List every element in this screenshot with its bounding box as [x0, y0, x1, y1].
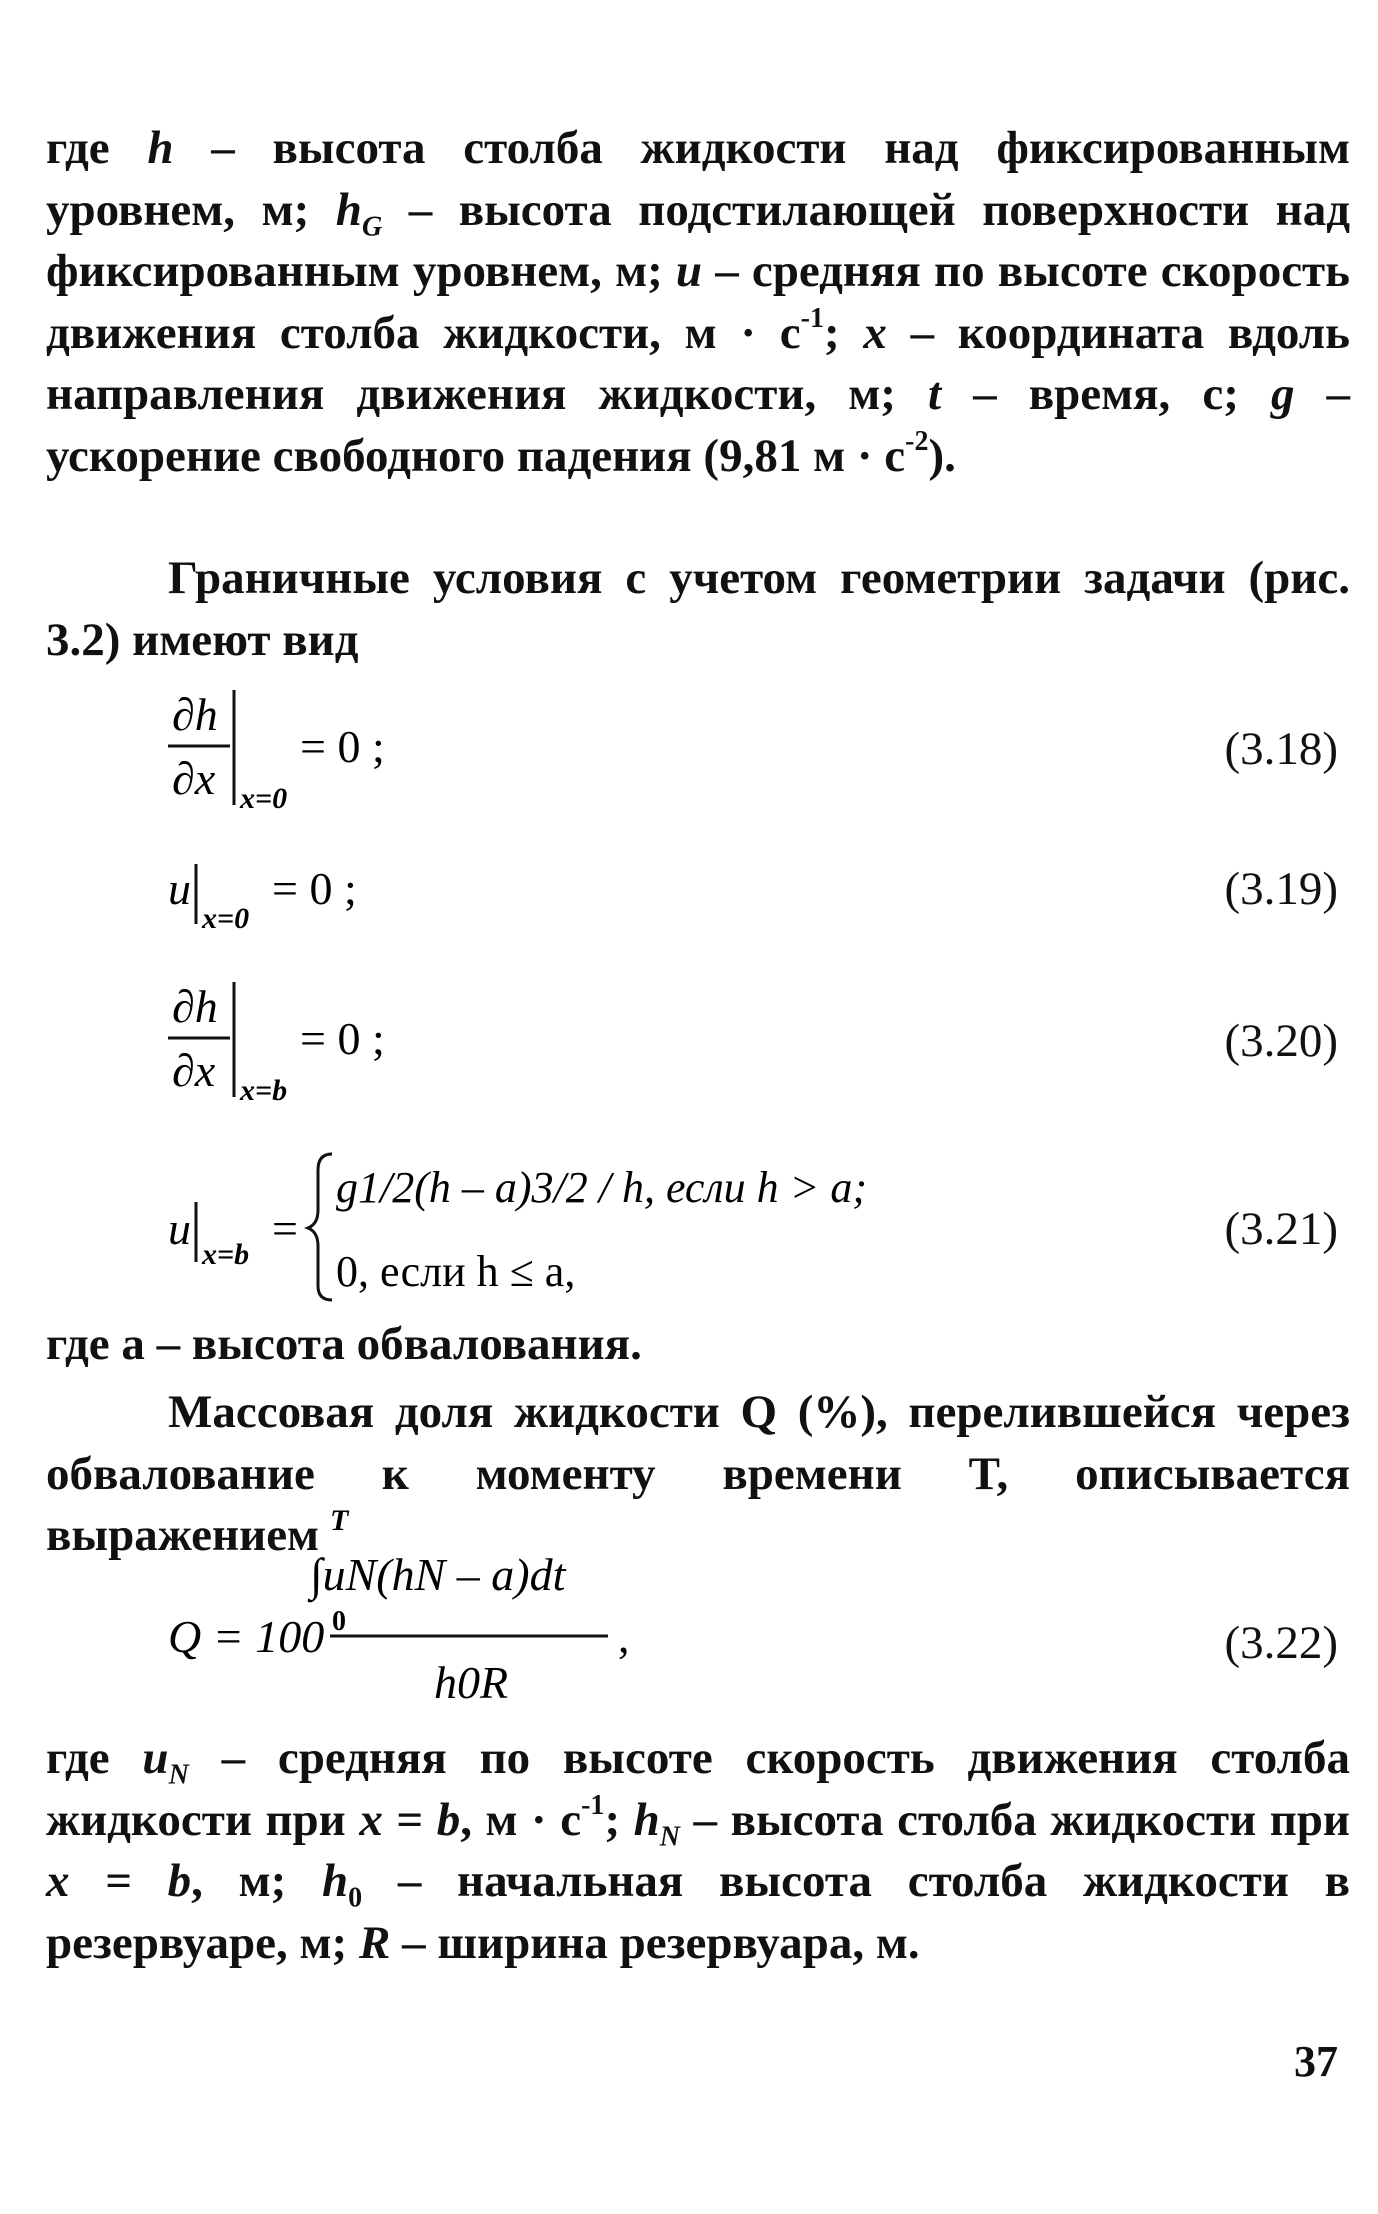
eq322-trail: ,: [618, 1611, 630, 1662]
equation-3-20: [0, 972, 1378, 1112]
eq320-numerator: ∂h: [172, 981, 218, 1032]
eq322-lower: 0: [332, 1606, 346, 1637]
equation-3-22: [0, 1500, 1378, 1720]
eq322-denominator: h0R: [434, 1657, 509, 1708]
eq320-rhs: = 0 ;: [300, 1013, 385, 1064]
eq320-formula: [150, 972, 850, 1112]
eq319-number: (3.19): [1224, 863, 1338, 915]
paragraph-mass-fraction: Массовая доля жидкости Q (%), перелившейся через обвалование к моменту времени T, описывается выражением: [46, 1386, 1350, 1561]
eq319-condition: x=0: [202, 902, 250, 935]
eq321-case1: g1/2(h – a)3/2 / h, если h > a;: [336, 1163, 867, 1212]
eq321-condition: x=b: [202, 1238, 250, 1271]
paragraph-boundary-conditions: Граничные условия с учетом геометрии задачи (рис. 3.2) имеют вид: [46, 552, 1350, 666]
eq322-formula: [150, 1500, 850, 1720]
eq321-case2: 0, если h ≤ a,: [336, 1247, 576, 1296]
eq319-var: u: [168, 863, 191, 914]
eq322-upper: T: [330, 1504, 349, 1537]
eq321-formula: [150, 1140, 1050, 1310]
eq321-var: u: [168, 1203, 191, 1254]
page-number: 37: [1294, 2037, 1338, 2086]
equation-3-19: [0, 852, 1378, 942]
eq320-number: (3.20): [1224, 1015, 1338, 1067]
eq318-formula: [150, 680, 850, 820]
equation-3-18: [0, 680, 1378, 820]
eq320-denominator: ∂x: [172, 1045, 216, 1096]
eq318-number: (3.18): [1224, 723, 1338, 775]
eq318-rhs: = 0 ;: [300, 721, 385, 772]
paragraph-where-un: где $u_N$ – средняя по высоте скорость движения столба жидкости при x = b, $м \cdot с^{-1}$; $h_N$ – высота столба жидкости при x = b, м; $h_0$ – начальная высота столба жидкости в резервуаре, м; R – ширина резервуара, м.: [46, 1732, 1350, 1969]
eq319-rhs: = 0 ;: [272, 863, 357, 914]
eq321-eqsign: =: [272, 1203, 298, 1254]
eq318-numerator: ∂h: [172, 689, 218, 740]
paragraph-variables: где h – высота столба жидкости над фиксированным уровнем, м; $h_G$ – высота подстилающей поверхности над фиксированным уровнем, м; u – средняя по высоте скорость движения столба жидкости, $м \cdot с^{-1}$; x – координата вдоль направления движения жидкости, м; t – время, с; g – ускорение свободного падения (9,81 $м \cdot с^{-2}$).: [46, 122, 1351, 482]
eq318-denominator: ∂x: [172, 753, 216, 804]
equation-3-21: [0, 1140, 1378, 1310]
eq319-formula: [150, 852, 650, 942]
eq322-number: (3.22): [1224, 1617, 1338, 1669]
eq322-integrand: ∫uN(hN – a)dt: [310, 1549, 566, 1600]
eq322-lhs: Q = 100: [168, 1611, 325, 1662]
eq321-number: (3.21): [1224, 1203, 1338, 1255]
eq318-condition: x=0: [240, 782, 288, 815]
paragraph-where-a: где a – высота обвалования.: [46, 1318, 642, 1370]
eq320-condition: x=b: [240, 1074, 288, 1107]
